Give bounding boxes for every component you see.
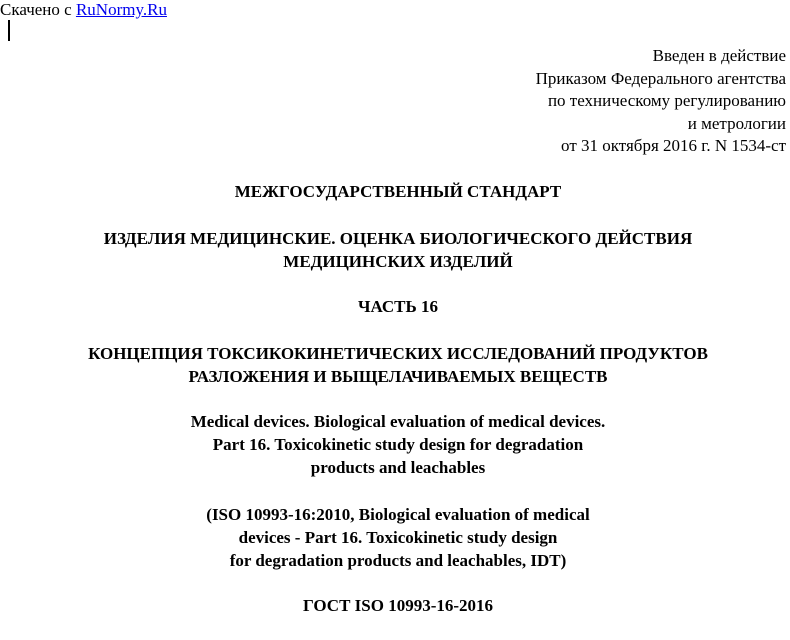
concept-line: РАЗЛОЖЕНИЯ И ВЫЩЕЛАЧИВАЕМЫХ ВЕЩЕСТВ (188, 367, 608, 386)
iso-line: (ISO 10993-16:2010, Biological evaluation of medical (206, 505, 590, 524)
iso-line: devices - Part 16. Toxicokinetic study design (238, 528, 558, 547)
iso-line: for degradation products and leachables, IDT) (229, 551, 567, 570)
document-title (0, 227, 790, 273)
source-prefix: Скачено с (0, 0, 72, 19)
gost-designation (0, 594, 790, 617)
enactment-line: Приказом Федерального агентства (535, 68, 786, 88)
enactment-line: по техническому регулированию (547, 91, 786, 110)
part-heading (0, 295, 790, 318)
iso-reference (0, 503, 790, 572)
english-title-line: products and leachables (310, 458, 486, 477)
english-title (0, 410, 790, 479)
standard-type-heading (0, 180, 790, 203)
runormy-link[interactable]: RuNormy.Ru (75, 0, 167, 19)
text-cursor (8, 20, 10, 41)
english-title-line: Medical devices. Biological evaluation of medical devices. (190, 412, 606, 431)
title-line: МЕДИЦИНСКИХ ИЗДЕЛИЙ (283, 252, 513, 271)
english-title-line: Part 16. Toxicokinetic study design for degradation (212, 435, 584, 454)
enactment-note (536, 45, 786, 158)
enactment-line: от 31 октября 2016 г. N 1534-ст (561, 136, 786, 155)
standard-type-text: МЕЖГОСУДАРСТВЕННЫЙ СТАНДАРТ (234, 182, 562, 201)
concept-line: КОНЦЕПЦИЯ ТОКСИКОКИНЕТИЧЕСКИХ ИССЛЕДОВАНИЙ ПРОДУКТОВ (88, 344, 708, 363)
enactment-line: Введен в действие (652, 46, 786, 65)
part-text: ЧАСТЬ 16 (357, 297, 438, 316)
title-line: ИЗДЕЛИЯ МЕДИЦИНСКИЕ. ОЦЕНКА БИОЛОГИЧЕСКОГО ДЕЙСТВИЯ (103, 229, 693, 248)
gost-text: ГОСТ ISO 10993-16-2016 (302, 596, 494, 615)
source-note (0, 0, 167, 20)
concept-heading (0, 342, 790, 388)
enactment-line: и метрологии (687, 113, 786, 133)
